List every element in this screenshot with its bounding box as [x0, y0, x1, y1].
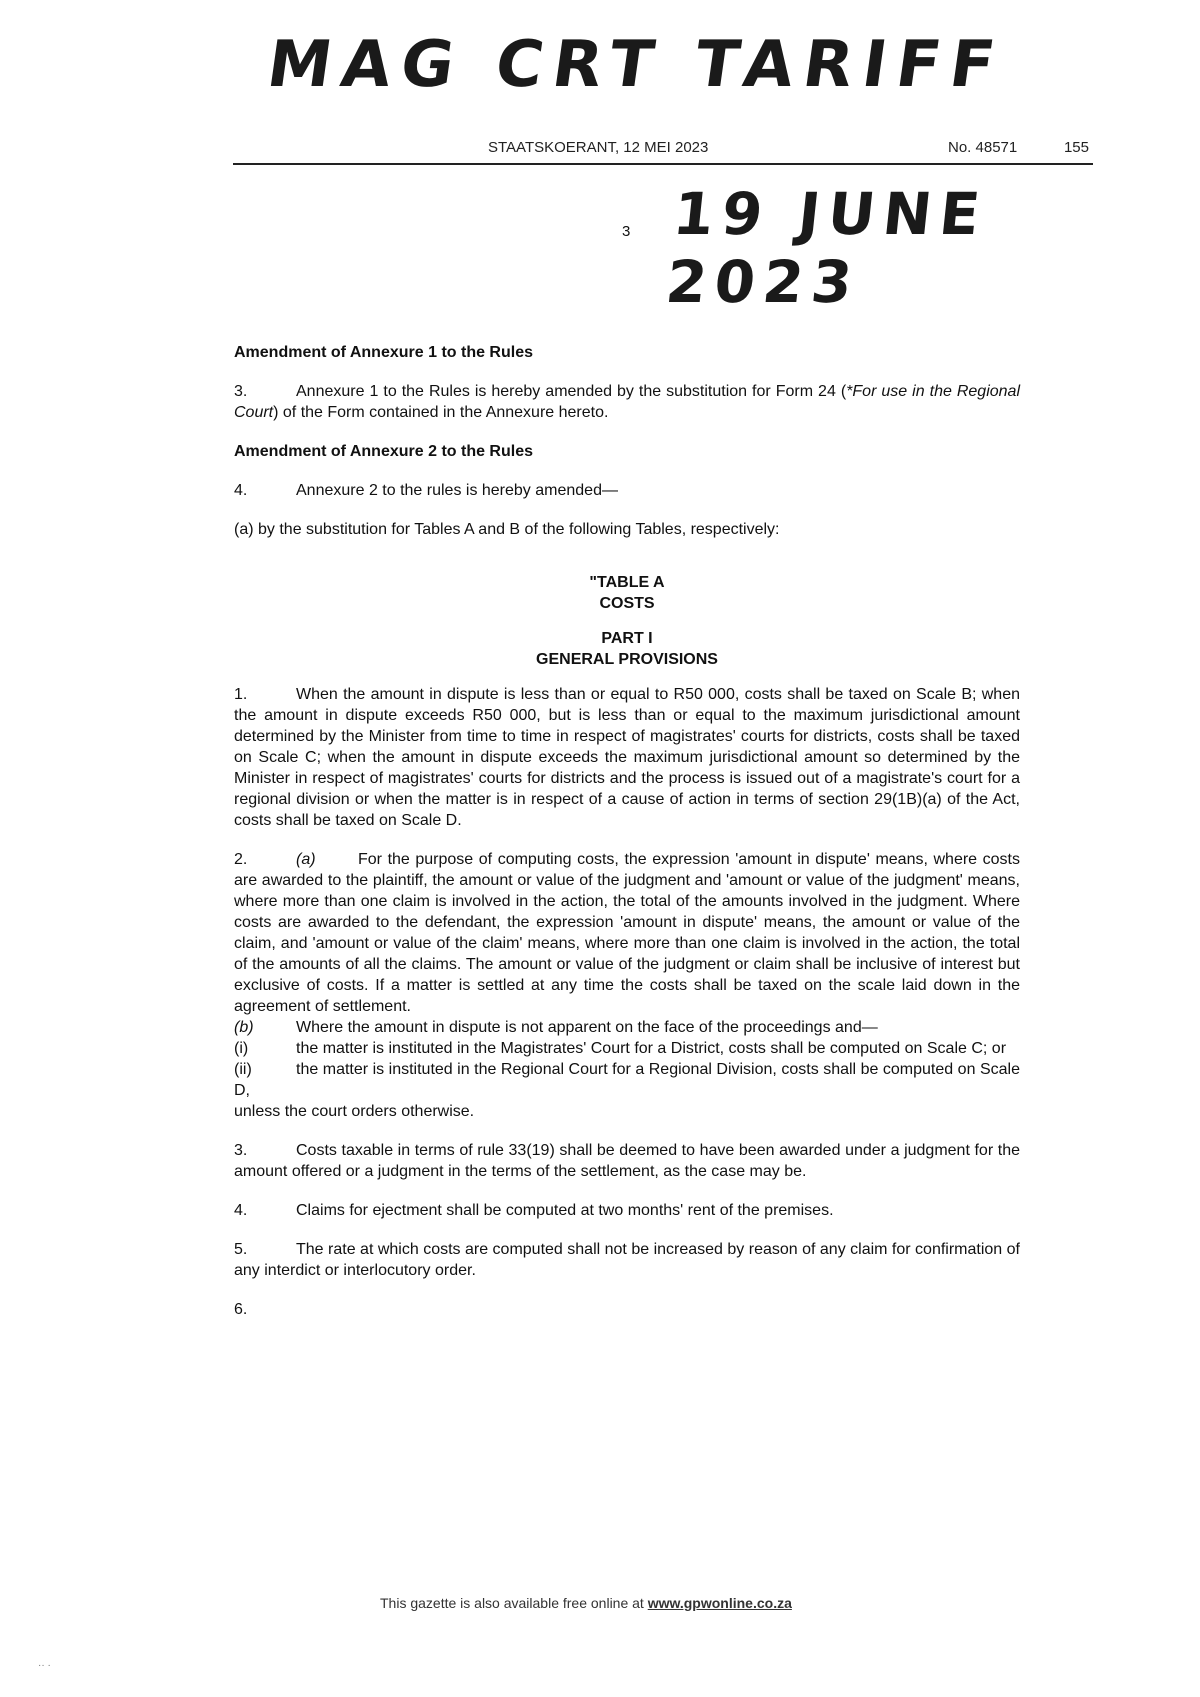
header-rule — [233, 163, 1093, 165]
gazette-title: STAATSKOERANT, 12 MEI 2023 — [488, 139, 709, 156]
table-a-title: "TABLE A — [589, 574, 665, 591]
table-a-subtitle: COSTS — [599, 595, 655, 612]
provision-1 — [234, 684, 1020, 831]
sub-label: (a) — [296, 851, 316, 868]
provision-6 — [234, 1299, 1020, 1320]
heading-annexure-1: Amendment of Annexure 1 to the Rules — [234, 344, 533, 361]
paragraph-text: Annexure 2 to the rules is hereby amended— — [296, 482, 618, 499]
paragraph-number: 4. — [234, 482, 248, 499]
provision-number: 4. — [234, 1202, 248, 1219]
provision-number: 5. — [234, 1241, 248, 1258]
provision-text: Where the amount in dispute is not apparent on the face of the proceedings and— — [296, 1019, 878, 1036]
gazette-footer — [380, 1595, 792, 1611]
provision-3 — [234, 1140, 1020, 1182]
footer-link[interactable]: www.gpwonline.co.za — [647, 1595, 792, 1611]
scan-artifact: ·· · — [38, 1660, 51, 1671]
provision-4 — [234, 1200, 1020, 1221]
paragraph-number: 3. — [234, 383, 248, 400]
handwritten-title: MAG CRT TARIFF — [262, 28, 1010, 102]
provision-2 — [234, 849, 1020, 1122]
provision-number: 2. — [234, 851, 248, 868]
paragraph-3 — [234, 381, 1020, 423]
provision-tail: unless the court orders otherwise. — [234, 1103, 475, 1120]
gazette-number: No. 48571 — [948, 139, 1018, 156]
provision-text: For the purpose of computing costs, the expression 'amount in dispute' means, where costs are awarded to the plaintiff, the amount or value of the judgment and 'amount or value of the judgment' means, where more than one claim is involved in the action, the total of the amounts involved in the judgment. Where costs are awarded to the defendant, the expression 'amount in dispute' means, the amount or value of the claim, and 'amount or value of the claim' means, where more than one claim is involved in the action, the total of the amounts of all the claims. The amount or value of the judgment or claim shall be inclusive of interest but exclusive of costs. If a matter is settled at any time the costs shall be taxed on the scale laid down in the agreement of settlement. — [234, 851, 1020, 1015]
sub-label: (i) — [234, 1040, 249, 1057]
footer-text: This gazette is also available free online at — [380, 1595, 648, 1611]
part-label: PART I — [601, 630, 653, 647]
provision-text: The rate at which costs are computed shall not be increased by reason of any claim for confirmation of any interdict or interlocutory order. — [234, 1241, 1020, 1279]
sub-label: (b) — [234, 1019, 254, 1036]
provision-number: 3. — [234, 1142, 248, 1159]
provision-text: the matter is instituted in the Regional Court for a Regional Division, costs shall be computed on Scale D, — [234, 1061, 1020, 1099]
gazette-header — [233, 135, 1093, 165]
paragraph-text: ) of the Form contained in the Annexure hereto. — [273, 404, 609, 421]
document-body — [234, 342, 1020, 1338]
provision-text: Claims for ejectment shall be computed at two months' rent of the premises. — [296, 1202, 834, 1219]
part-title: GENERAL PROVISIONS — [536, 651, 718, 668]
heading-annexure-2: Amendment of Annexure 2 to the Rules — [234, 443, 533, 460]
provision-number: 1. — [234, 686, 248, 703]
document-page-number: 3 — [622, 223, 631, 240]
paragraph-text: Annexure 1 to the Rules is hereby amended by the substitution for Form 24 ( — [296, 383, 847, 400]
provision-text: When the amount in dispute is less than or equal to R50 000, costs shall be taxed on Scale B; when the amount in dispute exceeds R50 000, but is less than or equal to the maximum jurisdictional amount determined by the Minister from time to time in respect of magistrates' courts for districts, costs shall be taxed on Scale C; when the amount in dispute exceeds the maximum jurisdictional amount so determined by the Minister in respect of magistrates' courts for districts and the process is issued out of a magistrate's court for a regional division or when the matter is in respect of a cause of action in terms of section 29(1B)(a) of the Act, costs shall be taxed on Scale D. — [234, 686, 1020, 829]
paragraph-4a: (a) by the substitution for Tables A and B of the following Tables, respectively: — [234, 521, 780, 538]
handwritten-date: 19 JUNE 2023 — [662, 180, 991, 316]
provision-number: 6. — [234, 1301, 248, 1318]
provision-5 — [234, 1239, 1020, 1281]
provision-text: Costs taxable in terms of rule 33(19) shall be deemed to have been awarded under a judgment for the amount offered or a judgment in the terms of the settlement, as the case may be. — [234, 1142, 1020, 1180]
sub-label: (ii) — [234, 1061, 252, 1078]
paragraph-italic: *For use in the Regional Court — [234, 383, 1021, 421]
gazette-page-number: 155 — [1063, 139, 1089, 156]
provision-text: the matter is instituted in the Magistrates' Court for a District, costs shall be computed on Scale C; or — [296, 1040, 1007, 1057]
paragraph-4 — [234, 480, 1020, 501]
